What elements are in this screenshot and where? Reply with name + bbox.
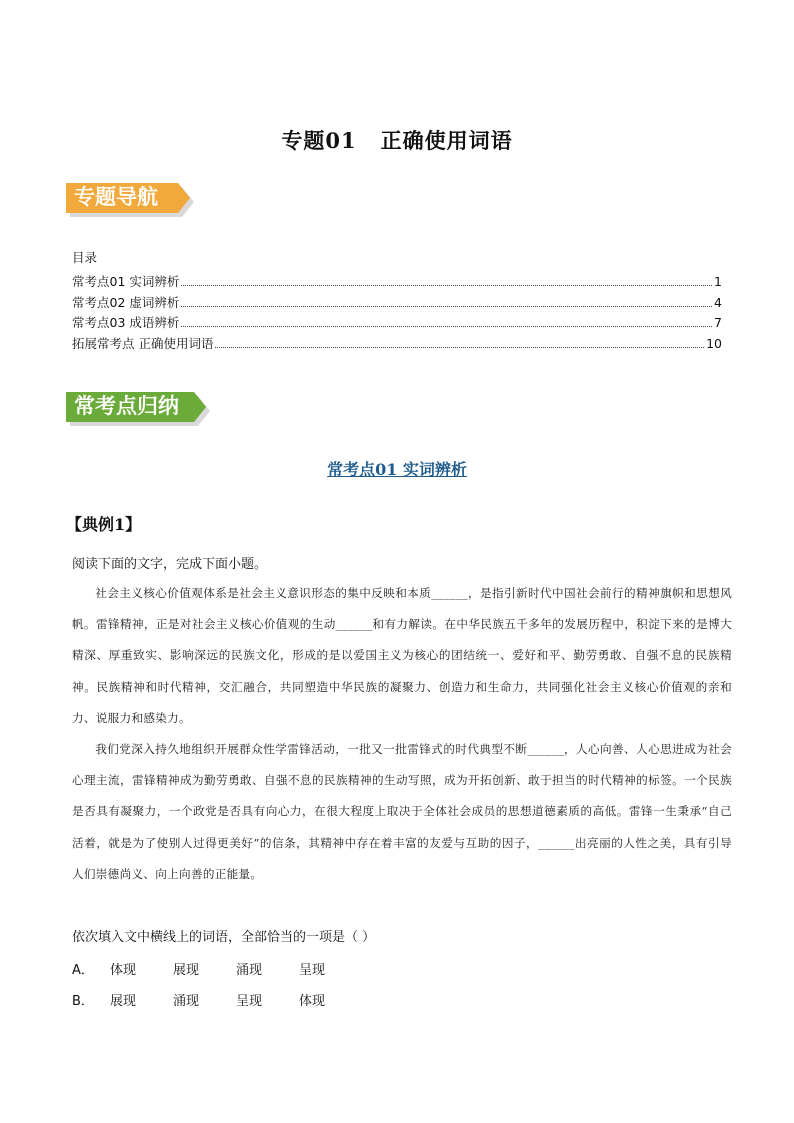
toc-entry-label: 拓展常考点 正确使用词语 <box>72 335 214 351</box>
section-title-link[interactable]: 常考点01 实词辨析 <box>327 460 467 479</box>
topic-nav-banner <box>66 183 196 217</box>
option-word: 涌现 <box>173 994 200 1009</box>
page-title-number: 专题01 <box>281 128 357 153</box>
option-word: 体现 <box>110 963 137 978</box>
option-word: 体现 <box>299 994 326 1009</box>
toc-leader-dots <box>181 285 712 286</box>
topic-nav-label: 专题导航 <box>74 185 158 209</box>
toc-entry[interactable] <box>72 313 722 334</box>
example-heading: 【典例1】 <box>66 515 142 534</box>
toc-entry-page: 10 <box>706 335 722 351</box>
summary-banner <box>66 392 212 426</box>
toc-entry-page: 7 <box>714 315 722 330</box>
option-word: 展现 <box>110 994 137 1009</box>
table-of-contents <box>72 248 722 354</box>
answer-option-b[interactable] <box>72 990 362 1009</box>
toc-entry-page: 1 <box>714 274 722 289</box>
page-title-topic: 正确使用词语 <box>380 128 513 153</box>
option-word: 涌现 <box>236 963 263 978</box>
toc-entry-label: 常考点01 实词辨析 <box>72 274 180 289</box>
option-word: 呈现 <box>299 963 326 978</box>
page-title <box>0 125 794 155</box>
answer-option-a[interactable] <box>72 959 362 978</box>
toc-leader-dots <box>181 306 712 307</box>
toc-entry[interactable] <box>72 334 722 355</box>
option-word: 呈现 <box>236 994 263 1009</box>
summary-label: 常考点归纳 <box>74 394 179 418</box>
toc-leader-dots <box>181 326 712 327</box>
passage-paragraph: 我们党深入持久地组织开展群众性学雷锋活动，一批又一批雷锋式的时代典型不断______，人心向善、人心思进成为社会心理主流，雷锋精神成为勤劳勇敢、自强不息的民族精神的生动写照，成为开拓创新、敢于担当的时代精神的标签。一个民族是否具有凝聚力，一个政党是否具有向心力，在很大程度上取决于全体社会成员的思想道德素质的高低。雷锋一生秉承“自己活着，就是为了使别人过得更美好”的信条，其精神中存在着丰富的友爱与互助的因子，______出亮丽的人性之美，具有引导人们崇德尚义、向上向善的正能量。 <box>72 742 732 881</box>
passage-paragraph: 社会主义核心价值观体系是社会主义意识形态的集中反映和本质______，是指引新时代中国社会前行的精神旗帜和思想风帆。雷锋精神，正是对社会主义核心价值观的生动______和有力解读。在中华民族五千多年的发展历程中，积淀下来的是博大精深、厚重致实、影响深远的民族文化，形成的是以爱国主义为核心的团结统一、爱好和平、勤劳勇敢、自强不息的民族精神。民族精神和时代精神，交汇融合，共同塑造中华民族的凝聚力、创造力和生命力，共同强化社会主义核心价值观的亲和力、说服力和感染力。 <box>72 586 732 725</box>
reading-instruction: 阅读下面的文字，完成下面小题。 <box>72 557 268 572</box>
question-prompt: 依次填入文中横线上的词语，全部恰当的一项是（ ） <box>72 930 376 945</box>
toc-leader-dots <box>215 347 704 348</box>
toc-entry[interactable] <box>72 293 722 314</box>
reading-passage <box>72 578 732 890</box>
toc-entry-label: 常考点03 成语辨析 <box>72 315 180 330</box>
option-word: 展现 <box>173 963 200 978</box>
toc-entry[interactable] <box>72 272 722 293</box>
toc-entry-label: 常考点02 虚词辨析 <box>72 294 180 310</box>
toc-heading: 目录 <box>72 250 98 265</box>
toc-entry-page: 4 <box>714 294 722 310</box>
option-letter: B． <box>72 994 94 1009</box>
option-letter: A． <box>72 963 94 978</box>
